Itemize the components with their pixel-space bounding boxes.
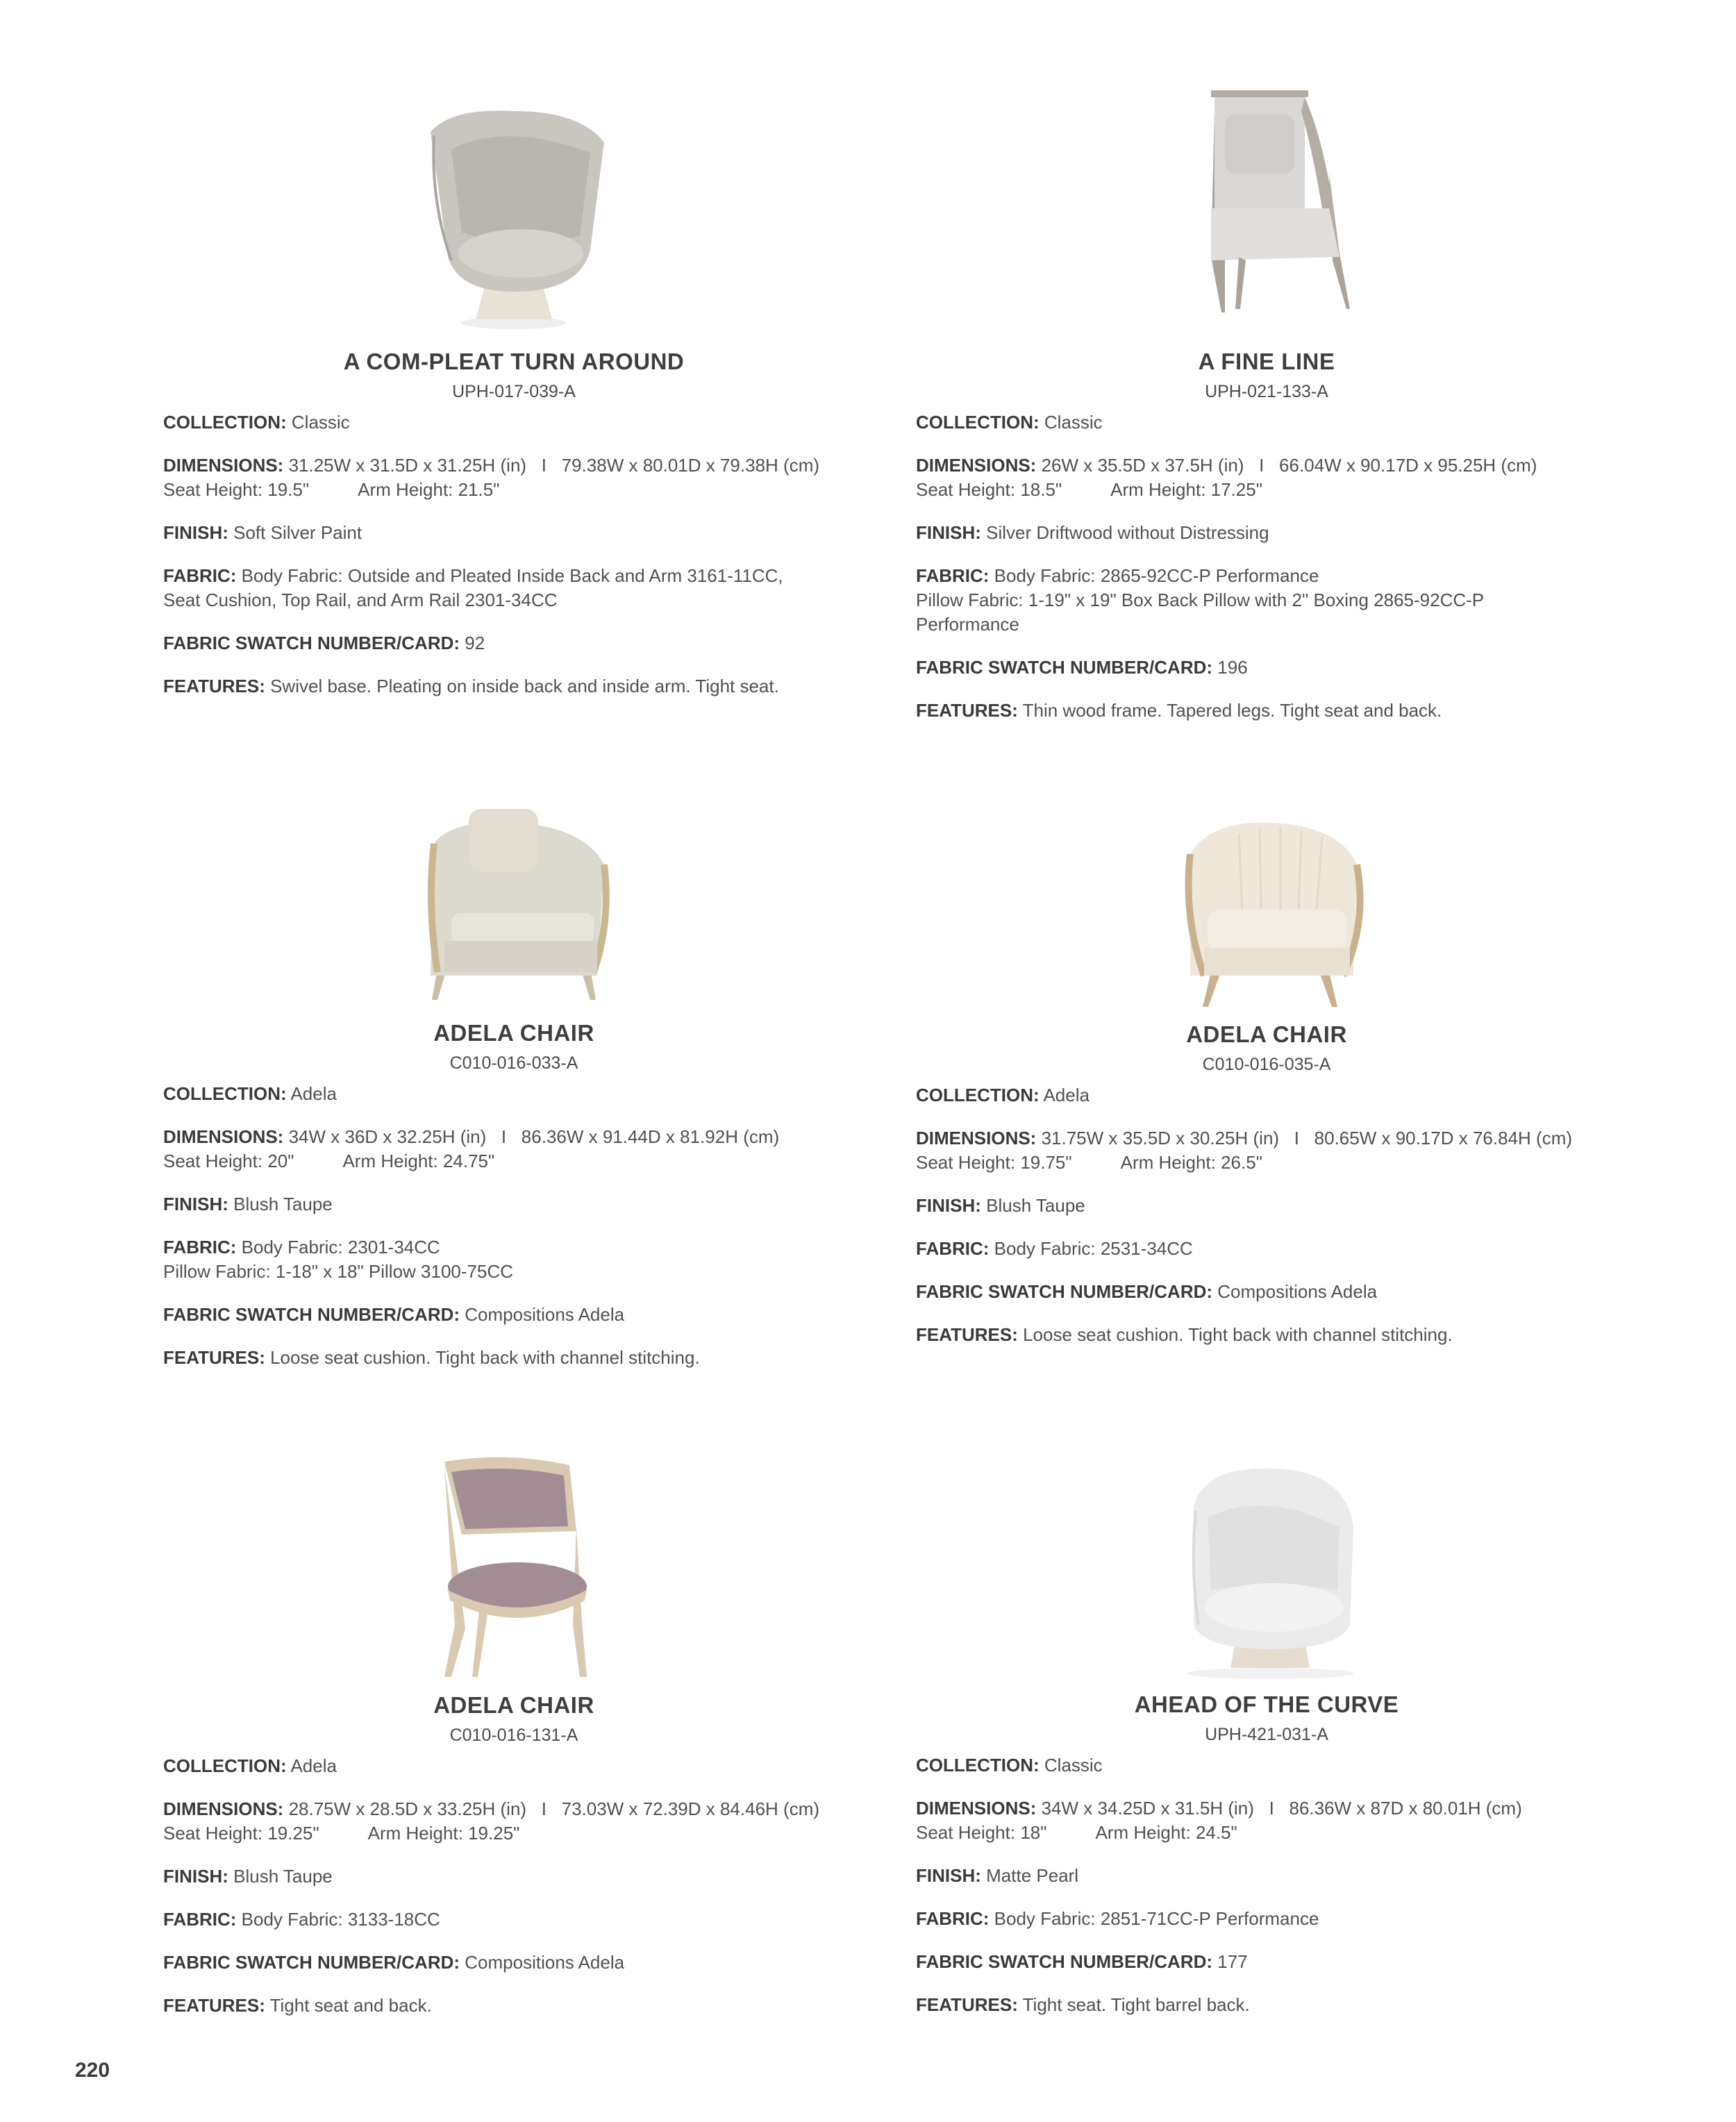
dimensions-label: DIMENSIONS: (916, 455, 1037, 476)
seat-height: Seat Height: 19.5" (163, 479, 310, 500)
fabric-label: FABRIC: (163, 1909, 237, 1930)
finish-value: Blush Taupe (233, 1866, 333, 1887)
fabric-value: Body Fabric: Outside and Pleated Inside Back and Arm 3161-11CC, (241, 565, 783, 586)
swatch-row (163, 1950, 865, 1975)
arm-height: Arm Height: 24.5" (1095, 1822, 1237, 1843)
finish-row (163, 1864, 865, 1889)
product-name: ADELA CHAIR (1186, 1021, 1347, 1047)
finish-label: FINISH: (916, 1865, 981, 1886)
product-photo (163, 1430, 865, 1680)
seat-height: Seat Height: 20" (163, 1151, 294, 1171)
collection-label: COLLECTION: (163, 412, 287, 433)
armless-chair-icon (403, 1444, 625, 1680)
features-label: FEATURES: (163, 1347, 265, 1368)
features-value: Thin wood frame. Tapered legs. Tight seat and back. (1022, 700, 1442, 721)
round-swivel-chair-icon (1155, 1451, 1378, 1680)
features-value: Loose seat cushion. Tight back with channel stitching. (270, 1347, 700, 1368)
arm-height: Arm Height: 17.25" (1110, 479, 1262, 500)
finish-value: Silver Driftwood without Distressing (986, 522, 1269, 543)
dimensions-row (916, 1796, 1617, 1845)
finish-value: Matte Pearl (986, 1865, 1079, 1886)
swatch-label: FABRIC SWATCH NUMBER/CARD: (163, 633, 460, 653)
collection-label: COLLECTION: (916, 1085, 1040, 1105)
features-label: FEATURES: (916, 700, 1018, 721)
product-name: ADELA CHAIR (433, 1020, 594, 1046)
seat-height: Seat Height: 19.75" (916, 1152, 1072, 1173)
finish-label: FINISH: (916, 1195, 981, 1216)
dimensions-label: DIMENSIONS: (163, 455, 284, 476)
collection-value: Classic (291, 412, 350, 433)
dimensions-value: 28.75W x 28.5D x 33.25H (in) I 73.03W x 72.39D x 84.46H (cm) (288, 1798, 820, 1819)
swatch-label: FABRIC SWATCH NUMBER/CARD: (916, 657, 1213, 678)
collection-value: Adela (290, 1083, 337, 1104)
features-value: Swivel base. Pleating on inside back and inside arm. Tight seat. (270, 676, 779, 696)
product-sku: UPH-421-031-A (1205, 1725, 1328, 1744)
collection-value: Adela (1043, 1085, 1090, 1105)
dimensions-value: 31.25W x 31.5D x 31.25H (in) I 79.38W x 80.01D x 79.38H (cm) (288, 455, 820, 476)
dimensions-value: 31.75W x 35.5D x 30.25H (in) I 80.65W x 90.17D x 76.84H (cm) (1041, 1128, 1573, 1148)
fabric-value: Body Fabric: 2301-34CC (241, 1237, 440, 1258)
features-value: Tight seat and back. (269, 1995, 432, 2016)
features-row (916, 1993, 1617, 2017)
fabric-value-line3: Performance (916, 614, 1019, 635)
fabric-label: FABRIC: (916, 1238, 990, 1259)
features-label: FEATURES: (916, 1994, 1018, 2015)
collection-label: COLLECTION: (163, 1755, 287, 1776)
product-name: AHEAD OF THE CURVE (1134, 1691, 1399, 1717)
dimensions-label: DIMENSIONS: (916, 1128, 1037, 1148)
features-row (163, 1994, 865, 2018)
swatch-value: Compositions Adela (1217, 1281, 1378, 1302)
fabric-value-line2: Pillow Fabric: 1-18" x 18" Pillow 3100-75CC (163, 1261, 514, 1282)
collection-label: COLLECTION: (916, 412, 1040, 433)
swatch-label: FABRIC SWATCH NUMBER/CARD: (163, 1304, 460, 1325)
collection-value: Adela (290, 1755, 337, 1776)
fabric-row (163, 1907, 865, 1932)
arm-height: Arm Height: 21.5" (358, 479, 500, 500)
fabric-label: FABRIC: (163, 565, 237, 586)
dimensions-label: DIMENSIONS: (163, 1798, 284, 1819)
fabric-value-line2: Seat Cushion, Top Rail, and Arm Rail 2301-34CC (163, 590, 558, 610)
swatch-value: Compositions Adela (465, 1304, 625, 1325)
collection-label: COLLECTION: (163, 1083, 287, 1104)
dimensions-value: 34W x 34.25D x 31.5H (in) I 86.36W x 87D x 80.01H (cm) (1041, 1798, 1522, 1819)
finish-label: FINISH: (163, 1194, 228, 1214)
product-sku: UPH-017-039-A (452, 382, 576, 401)
features-label: FEATURES: (163, 676, 265, 696)
fabric-value: Body Fabric: 2531-34CC (994, 1238, 1193, 1259)
features-label: FEATURES: (163, 1995, 265, 2016)
seat-height: Seat Height: 18" (916, 1822, 1047, 1843)
finish-value: Blush Taupe (233, 1194, 333, 1214)
dimensions-value: 34W x 36D x 32.25H (in) I 86.36W x 91.44D x 81.92H (cm) (288, 1126, 780, 1147)
seat-height: Seat Height: 18.5" (916, 479, 1062, 500)
product-name: A FINE LINE (1198, 349, 1335, 374)
fabric-label: FABRIC: (916, 1908, 990, 1929)
dimensions-label: DIMENSIONS: (163, 1126, 284, 1147)
features-value: Tight seat. Tight barrel back. (1022, 1994, 1250, 2015)
fabric-row (916, 1907, 1617, 1931)
finish-label: FINISH: (163, 522, 228, 543)
fabric-value: Body Fabric: 2851-71CC-P Performance (994, 1908, 1319, 1929)
fabric-value: Body Fabric: 3133-18CC (241, 1909, 440, 1930)
fabric-label: FABRIC: (163, 1237, 237, 1258)
product-sku: C010-016-131-A (449, 1726, 578, 1745)
collection-row (916, 1753, 1617, 1778)
swatch-value: 196 (1217, 657, 1248, 678)
fabric-value-line2: Pillow Fabric: 1-19" x 19" Box Back Pillow with 2" Boxing 2865-92CC-P (916, 590, 1485, 610)
seat-height: Seat Height: 19.25" (163, 1823, 319, 1844)
collection-label: COLLECTION: (916, 1755, 1040, 1776)
finish-row (916, 1864, 1617, 1888)
dimensions-label: DIMENSIONS: (916, 1798, 1037, 1819)
finish-label: FINISH: (163, 1866, 228, 1887)
product-specs (163, 1754, 865, 2037)
product-sku: C010-016-035-A (1202, 1055, 1331, 1074)
fabric-label: FABRIC: (916, 565, 990, 586)
collection-value: Classic (1044, 1755, 1103, 1776)
swatch-label: FABRIC SWATCH NUMBER/CARD: (163, 1952, 460, 1973)
finish-value: Soft Silver Paint (233, 522, 362, 543)
product-card (163, 0, 865, 2083)
features-value: Loose seat cushion. Tight back with channel stitching. (1023, 1324, 1453, 1345)
product-card (916, 0, 1617, 2083)
swatch-label: FABRIC SWATCH NUMBER/CARD: (916, 1951, 1213, 1972)
product-name: A COM-PLEAT TURN AROUND (343, 349, 685, 374)
product-sku: C010-016-033-A (449, 1053, 578, 1073)
swatch-label: FABRIC SWATCH NUMBER/CARD: (916, 1281, 1213, 1302)
dimensions-value: 26W x 35.5D x 37.5H (in) I 66.04W x 90.17D x 95.25H (cm) (1041, 455, 1537, 476)
page-number: 220 (75, 2059, 110, 2082)
arm-height: Arm Height: 24.75" (342, 1151, 495, 1171)
fabric-value: Body Fabric: 2865-92CC-P Performance (994, 565, 1319, 586)
swatch-value: 177 (1217, 1951, 1248, 1972)
finish-value: Blush Taupe (986, 1195, 1085, 1216)
product-specs (916, 1753, 1617, 2036)
product-photo (916, 1430, 1617, 1680)
arm-height: Arm Height: 26.5" (1120, 1152, 1262, 1173)
product-name: ADELA CHAIR (433, 1692, 594, 1718)
arm-height: Arm Height: 19.25" (367, 1823, 520, 1844)
dimensions-row (163, 1797, 865, 1846)
product-sku: UPH-021-133-A (1205, 382, 1328, 401)
collection-value: Classic (1044, 412, 1103, 433)
swatch-value: 92 (465, 633, 485, 653)
finish-label: FINISH: (916, 522, 981, 543)
swatch-row (916, 1950, 1617, 1974)
features-label: FEATURES: (916, 1324, 1018, 1345)
collection-row (163, 1754, 865, 1778)
swatch-value: Compositions Adela (465, 1952, 625, 1973)
